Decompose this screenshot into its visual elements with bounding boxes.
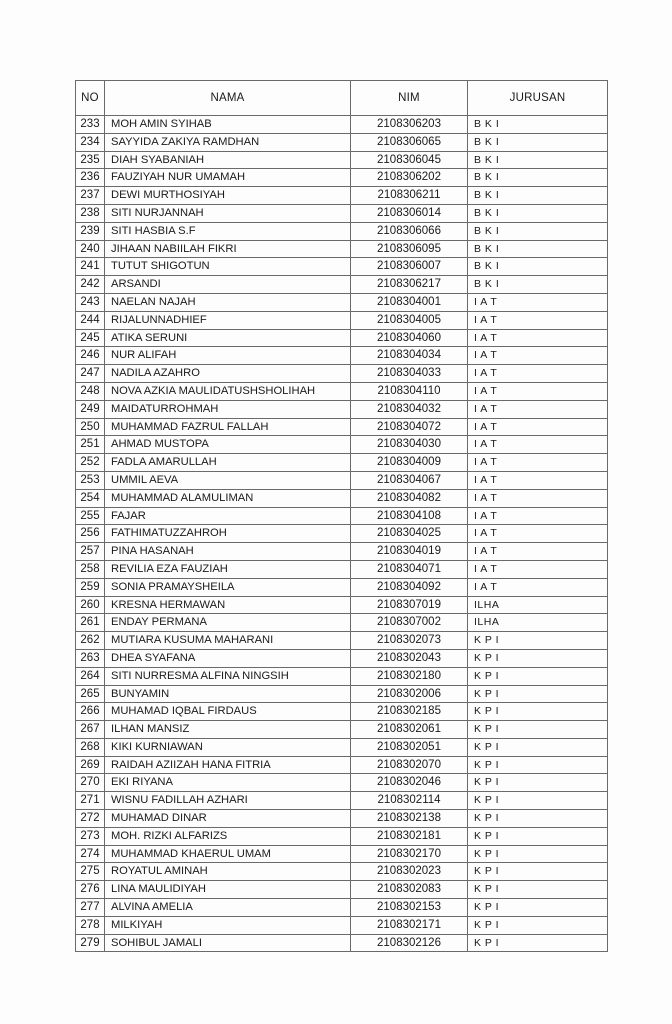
student-nim: 2108304060 [351,329,468,347]
student-nim: 2108307019 [351,596,468,614]
student-nim: 2108307002 [351,614,468,632]
table-row [76,916,608,934]
table-row [76,311,608,329]
student-name: FADLA AMARULLAH [105,454,351,472]
student-nim: 2108302185 [351,703,468,721]
student-nim: 2108302170 [351,845,468,863]
student-nim: 2108302006 [351,685,468,703]
student-jurusan: I A T [468,578,608,596]
row-number: 252 [76,454,105,472]
row-number: 249 [76,400,105,418]
row-number: 260 [76,596,105,614]
student-jurusan: K P I [468,792,608,810]
row-number: 254 [76,489,105,507]
student-nim: 2108304009 [351,454,468,472]
student-name: NOVA AZKIA MAULIDATUSHSHOLIHAH [105,382,351,400]
table-header-row [76,81,608,116]
student-jurusan: I A T [468,436,608,454]
row-number: 264 [76,667,105,685]
table-row [76,382,608,400]
student-nim: 2108304030 [351,436,468,454]
row-number: 276 [76,881,105,899]
row-number: 248 [76,382,105,400]
student-name: PINA HASANAH [105,543,351,561]
student-name: MUHAMAD IQBAL FIRDAUS [105,703,351,721]
row-number: 259 [76,578,105,596]
student-jurusan: K P I [468,810,608,828]
student-nim: 2108302043 [351,649,468,667]
row-number: 257 [76,543,105,561]
student-name: ROYATUL AMINAH [105,863,351,881]
student-name: NUR ALIFAH [105,347,351,365]
student-jurusan: K P I [468,703,608,721]
student-jurusan: I A T [468,454,608,472]
student-name: FATHIMATUZZAHROH [105,525,351,543]
student-jurusan: K P I [468,756,608,774]
student-nim: 2108302073 [351,632,468,650]
student-jurusan: I A T [468,471,608,489]
student-name: ENDAY PERMANA [105,614,351,632]
student-jurusan: I A T [468,382,608,400]
table-row [76,774,608,792]
student-name: FAJAR [105,507,351,525]
row-number: 279 [76,934,105,952]
student-nim: 2108302070 [351,756,468,774]
student-jurusan: K P I [468,899,608,917]
student-name: SITI NURJANNAH [105,204,351,222]
row-number: 263 [76,649,105,667]
student-name: MILKIYAH [105,916,351,934]
table-row [76,258,608,276]
student-nim: 2108304067 [351,471,468,489]
student-jurusan: B K I [468,133,608,151]
student-name: BUNYAMIN [105,685,351,703]
student-jurusan: B K I [468,169,608,187]
student-jurusan: B K I [468,116,608,134]
student-nim: 2108302083 [351,881,468,899]
student-nim: 2108306203 [351,116,468,134]
table-row [76,525,608,543]
student-jurusan: I A T [468,560,608,578]
row-number: 274 [76,845,105,863]
student-name: ARSANDI [105,276,351,294]
student-nim: 2108304110 [351,382,468,400]
student-name: MUHAMAD DINAR [105,810,351,828]
student-jurusan: B K I [468,276,608,294]
student-name: SOHIBUL JAMALI [105,934,351,952]
student-nim: 2108304082 [351,489,468,507]
table-row [76,649,608,667]
student-name: KIKI KURNIAWAN [105,738,351,756]
student-nim: 2108304071 [351,560,468,578]
student-name: KRESNA HERMAWAN [105,596,351,614]
row-number: 233 [76,116,105,134]
student-jurusan: K P I [468,632,608,650]
student-name: ILHAN MANSIZ [105,721,351,739]
student-name: JIHAAN NABIILAH FIKRI [105,240,351,258]
table-row [76,187,608,205]
table-row [76,276,608,294]
row-number: 251 [76,436,105,454]
table-row [76,703,608,721]
student-name: UMMIL AEVA [105,471,351,489]
student-nim: 2108306217 [351,276,468,294]
row-number: 235 [76,151,105,169]
row-number: 247 [76,365,105,383]
student-list-table [75,80,608,952]
student-nim: 2108306202 [351,169,468,187]
table-row [76,418,608,436]
student-name: RAIDAH AZIIZAH HANA FITRIA [105,756,351,774]
student-jurusan: I A T [468,347,608,365]
student-jurusan: K P I [468,738,608,756]
header-nim: NIM [351,81,468,116]
table-row [76,293,608,311]
student-name: DHEA SYAFANA [105,649,351,667]
table-row [76,454,608,472]
student-name: WISNU FADILLAH AZHARI [105,792,351,810]
student-nim: 2108302051 [351,738,468,756]
row-number: 271 [76,792,105,810]
student-nim: 2108302126 [351,934,468,952]
table-row [76,543,608,561]
student-name: MUHAMMAD KHAERUL UMAM [105,845,351,863]
student-name: MAIDATURROHMAH [105,400,351,418]
student-jurusan: ILHA [468,596,608,614]
student-jurusan: K P I [468,916,608,934]
student-jurusan: I A T [468,365,608,383]
table-row [76,471,608,489]
table-row [76,881,608,899]
table-row [76,827,608,845]
student-name: ALVINA AMELIA [105,899,351,917]
row-number: 266 [76,703,105,721]
student-nim: 2108302023 [351,863,468,881]
table-row [76,347,608,365]
student-jurusan: I A T [468,507,608,525]
row-number: 241 [76,258,105,276]
student-nim: 2108304072 [351,418,468,436]
student-name: RIJALUNNADHIEF [105,311,351,329]
table-row [76,489,608,507]
table-row [76,899,608,917]
student-nim: 2108304033 [351,365,468,383]
table-row [76,596,608,614]
table-row [76,863,608,881]
row-number: 237 [76,187,105,205]
student-nim: 2108304108 [351,507,468,525]
table-body [76,116,608,952]
student-nim: 2108306066 [351,222,468,240]
student-name: TUTUT SHIGOTUN [105,258,351,276]
table-row [76,240,608,258]
student-name: NADILA AZAHRO [105,365,351,383]
row-number: 268 [76,738,105,756]
student-jurusan: B K I [468,204,608,222]
student-name: AHMAD MUSTOPA [105,436,351,454]
student-jurusan: K P I [468,667,608,685]
student-name: MOH AMIN SYIHAB [105,116,351,134]
student-name: FAUZIYAH NUR UMAMAH [105,169,351,187]
row-number: 272 [76,810,105,828]
student-jurusan: K P I [468,845,608,863]
student-jurusan: K P I [468,649,608,667]
student-jurusan: K P I [468,881,608,899]
table-row [76,614,608,632]
student-nim: 2108306007 [351,258,468,276]
row-number: 238 [76,204,105,222]
student-name: DIAH SYABANIAH [105,151,351,169]
student-jurusan: I A T [468,311,608,329]
student-jurusan: K P I [468,685,608,703]
student-name: MOH. RIZKI ALFARIZS [105,827,351,845]
student-name: SAYYIDA ZAKIYA RAMDHAN [105,133,351,151]
table-row [76,578,608,596]
table-row [76,507,608,525]
table-row [76,934,608,952]
row-number: 270 [76,774,105,792]
student-nim: 2108302138 [351,810,468,828]
table-row [76,738,608,756]
table-row [76,365,608,383]
student-nim: 2108304005 [351,311,468,329]
student-nim: 2108306014 [351,204,468,222]
row-number: 262 [76,632,105,650]
header-nama: NAMA [105,81,351,116]
student-jurusan: I A T [468,525,608,543]
header-no: NO [76,81,105,116]
student-jurusan: ILHA [468,614,608,632]
table-row [76,560,608,578]
student-nim: 2108304019 [351,543,468,561]
row-number: 265 [76,685,105,703]
student-nim: 2108306045 [351,151,468,169]
table-row [76,632,608,650]
row-number: 253 [76,471,105,489]
student-nim: 2108304092 [351,578,468,596]
student-jurusan: K P I [468,774,608,792]
table-row [76,756,608,774]
student-jurusan: B K I [468,151,608,169]
student-name: LINA MAULIDIYAH [105,881,351,899]
row-number: 244 [76,311,105,329]
student-nim: 2108304034 [351,347,468,365]
row-number: 277 [76,899,105,917]
row-number: 240 [76,240,105,258]
row-number: 269 [76,756,105,774]
header-jurusan: JURUSAN [468,81,608,116]
student-jurusan: I A T [468,293,608,311]
row-number: 239 [76,222,105,240]
row-number: 256 [76,525,105,543]
student-nim: 2108306211 [351,187,468,205]
row-number: 243 [76,293,105,311]
table-row [76,116,608,134]
row-number: 267 [76,721,105,739]
row-number: 234 [76,133,105,151]
student-name: SITI NURRESMA ALFINA NINGSIH [105,667,351,685]
row-number: 242 [76,276,105,294]
table-row [76,169,608,187]
table-row [76,667,608,685]
row-number: 255 [76,507,105,525]
table-row [76,792,608,810]
row-number: 236 [76,169,105,187]
student-jurusan: I A T [468,489,608,507]
row-number: 258 [76,560,105,578]
student-jurusan: K P I [468,721,608,739]
table-row [76,151,608,169]
student-name: EKI RIYANA [105,774,351,792]
student-jurusan: K P I [468,863,608,881]
student-nim: 2108302046 [351,774,468,792]
table-row [76,329,608,347]
student-name: DEWI MURTHOSIYAH [105,187,351,205]
student-jurusan: K P I [468,934,608,952]
row-number: 245 [76,329,105,347]
student-name: SITI HASBIA S.F [105,222,351,240]
table-row [76,204,608,222]
table-row [76,810,608,828]
student-jurusan: B K I [468,240,608,258]
table-row [76,845,608,863]
student-jurusan: B K I [468,222,608,240]
student-jurusan: B K I [468,187,608,205]
student-name: MUHAMMAD ALAMULIMAN [105,489,351,507]
student-jurusan: B K I [468,258,608,276]
student-jurusan: I A T [468,543,608,561]
table-row [76,400,608,418]
row-number: 261 [76,614,105,632]
row-number: 275 [76,863,105,881]
student-nim: 2108302180 [351,667,468,685]
student-jurusan: I A T [468,400,608,418]
student-nim: 2108302114 [351,792,468,810]
student-nim: 2108304001 [351,293,468,311]
student-name: NAELAN NAJAH [105,293,351,311]
student-nim: 2108302153 [351,899,468,917]
student-nim: 2108304032 [351,400,468,418]
table-row [76,133,608,151]
table-row [76,222,608,240]
row-number: 250 [76,418,105,436]
student-name: REVILIA EZA FAUZIAH [105,560,351,578]
table-row [76,721,608,739]
student-name: ATIKA SERUNI [105,329,351,347]
student-nim: 2108306065 [351,133,468,151]
table-row [76,436,608,454]
student-name: SONIA PRAMAYSHEILA [105,578,351,596]
student-jurusan: K P I [468,827,608,845]
row-number: 278 [76,916,105,934]
student-jurusan: I A T [468,329,608,347]
row-number: 246 [76,347,105,365]
student-nim: 2108302171 [351,916,468,934]
student-jurusan: I A T [468,418,608,436]
student-nim: 2108302061 [351,721,468,739]
student-name: MUHAMMAD FAZRUL FALLAH [105,418,351,436]
student-nim: 2108306095 [351,240,468,258]
table-row [76,685,608,703]
student-name: MUTIARA KUSUMA MAHARANI [105,632,351,650]
student-nim: 2108302181 [351,827,468,845]
row-number: 273 [76,827,105,845]
student-nim: 2108304025 [351,525,468,543]
